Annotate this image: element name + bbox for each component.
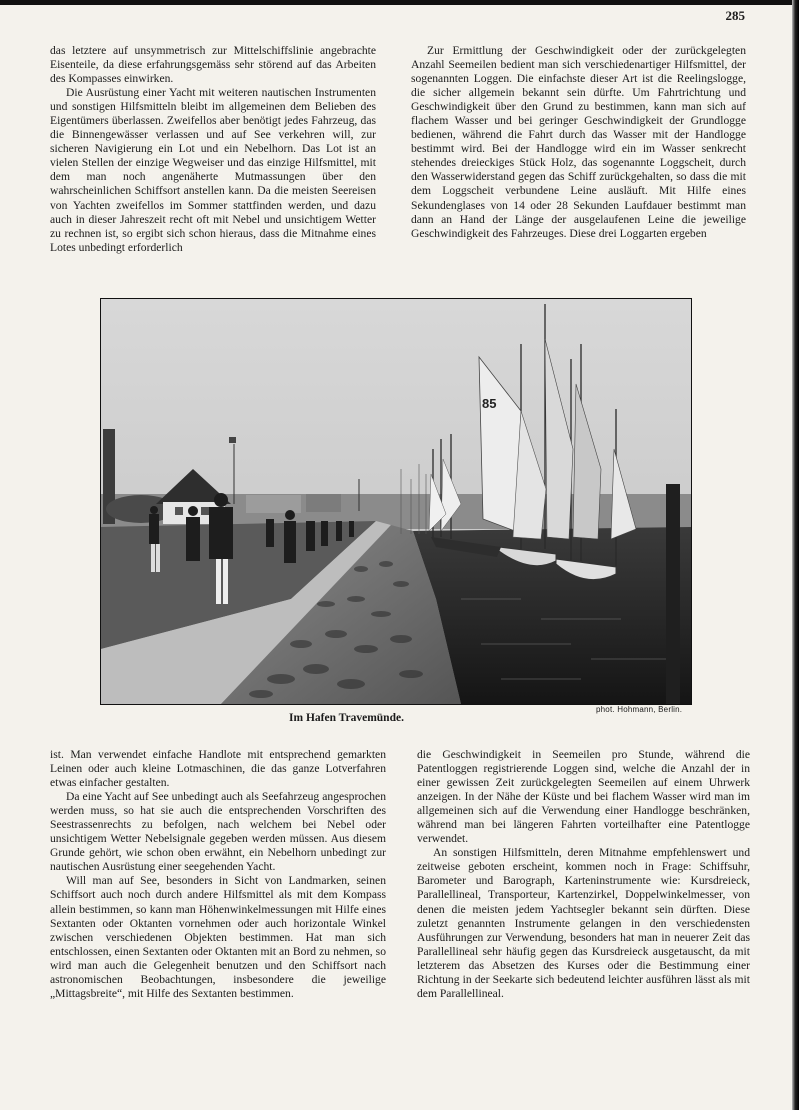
photo-caption: Im Hafen Travemünde. (289, 712, 404, 724)
sail-number: 85 (482, 396, 497, 411)
text-column-bottom-right (417, 748, 750, 1001)
harbour-photograph (100, 298, 692, 705)
paragraph: Zur Ermittlung der Geschwindigkeit oder der zurückgelegten Anzahl Seemeilen bedient man sich verschiedenartiger Hilfsmittel, der sogenannten Loggen. Die einfachste dieser Art ist die Reelingslogge, die sicher allgemein bekannt sein dürfte. Um Fahrtrichtung und Geschwindigkeit über den Grund zu bestimmen, kann man sich auf flachem Wasser und bei geringer Geschwindigkeit der Grundlogge bedienen, während die Fahrt durch das Wasser mit der Handlogge bestimmt wird. Bei der Handlogge wird ein im Wasser senkrecht stehendes dreieckiges Stück Holz, das sogenannte Loggscheit, durch den Wasserwiderstand gegen das Schiff zurückgehalten, so dass die mit dem Loggscheit verbundene Leine ausläuft. Mit Hilfe eines Sekundenglases von 14 oder 28 Sekunden Laufdauer bestimmt man dann an Hand der Länge der ausgelaufenen Leine die jeweilige Geschwindigkeit des Fahrzeuges. Diese drei Loggarten ergeben (411, 44, 746, 240)
photo-credit: phot. Hohmann, Berlin. (596, 705, 683, 714)
paragraph: Will man auf See, besonders in Sicht von Landmarken, seinen Schiffsort auch noch durch andere Hilfsmittel als mit dem Kompass allein bestimmen, so kann man Höhenwinkelmessungen mit Hilfe eines Sextanten oder Oktanten vornehmen oder auch horizontale Winkel zwischen verschiedenen Objekten bestimmen. Hat man sich entschlossen, einen Sextanten oder Oktanten mit an Bord zu nehmen, so wird man auch die Gelegenheit benutzen und den Schiffsort nach astronomischen Beobachtungen, insbesondere die jeweilige „Mittagsbreite“, mit Hilfe des Sextanten bestimmen. (50, 874, 386, 1000)
page-number: 285 (725, 8, 745, 23)
paragraph: ist. Man verwendet einfache Handlote mit entsprechend gemarkten Leinen oder auch kleine Lotmaschinen, die das ganze Lotverfahren etwas einfacher gestalten. (50, 748, 386, 790)
paragraph: Die Ausrüstung einer Yacht mit weiteren nautischen Instrumenten und sonstigen Hilfsmitteln bleibt im allgemeinen dem Belieben des Eigentümers überlassen. Zweifellos aber benötigt jedes Fahrzeug, das die Binnengewässer verlassen und auf See verkehren will, zur sicheren Navigierung ein Lot und ein Nebelhorn. Das Lot ist an vielen Stellen der einzige Wegweiser und das einzige Hilfsmittel, mit dem man noch angenäherte Mutmassungen über den wahrscheinlichen Schiffsort anstellen kann. Da die meisten Seereisen von Yachten zweifellos im Sommer stattfinden werden, und dazu auch in dieser Jahreszeit recht oft mit Nebel und unsichtigem Wetter zu rechnen ist, so ergibt sich schon hieraus, dass die Mitnahme eines Lotes unbedingt erforderlich (50, 86, 376, 254)
paragraph: Da eine Yacht auf See unbedingt auch als Seefahrzeug angesprochen werden muss, so hat sie auch die entsprechenden Vorschriften des Seestrassenrechts zu befolgen, nach welchem bei Nebel oder unsichtigem Wetter Nebelsignale gegeben werden müssen. Aus diesem Grunde gehört, wie schon oben erwähnt, ein Nebelhorn unbedingt zur nautischen Ausrüstung einer seegehenden Yacht. (50, 790, 386, 874)
text-column-top-left (50, 44, 376, 255)
harbour-scene-illustration (101, 299, 691, 704)
text-column-top-right (411, 44, 746, 241)
page-top-edge (0, 0, 799, 5)
paragraph: die Geschwindigkeit in Seemeilen pro Stunde, während die Patentloggen registrierende Loggen sind, welche die Anzahl der in einer gewissen Zeit zurückgelegten Seemeilen auf einem Uhrwerk anzeigen. In der Nähe der Küste und bei flachem Wasser wird man im allgemeinen sich auf die Verwendung einer Handlogge beschränken, während man bei längeren Fahrten vorteilhafter eine Patentlogge verwendet. (417, 748, 750, 846)
text-column-bottom-left (50, 748, 386, 1001)
page-binding-edge (792, 0, 799, 1110)
paragraph: das letztere auf unsymmetrisch zur Mittelschiffslinie angebrachte Eisenteile, da diese erfahrungsgemäss sehr störend auf das Arbeiten des Kompasses einwirken. (50, 44, 376, 86)
paragraph: An sonstigen Hilfsmitteln, deren Mitnahme empfehlenswert und zeitweise geboten erscheint, kommen noch in Frage: Schiffsuhr, Barometer und Barograph, Karteninstrumente wie: Kursdreieck, Parallellineal, Transporteur, Kartenzirkel, Doppelwinkelmesser, von denen die meisten jedem Yachtsegler bekannt sein dürften. Diese zuletzt genannten Instrumente gelangen in den verschiedensten Ausführungen zur Verwendung, besonders hat man in neuerer Zeit das Parallellineal sehr häufig gegen das Kursdreieck ausgetauscht, da mit letzterem das Absetzen des Kurses oder die Bestimmung einer Richtung in der Seekarte sich bedeutend leichter ausführen lässt als mit dem Parallellineal. (417, 846, 750, 1000)
